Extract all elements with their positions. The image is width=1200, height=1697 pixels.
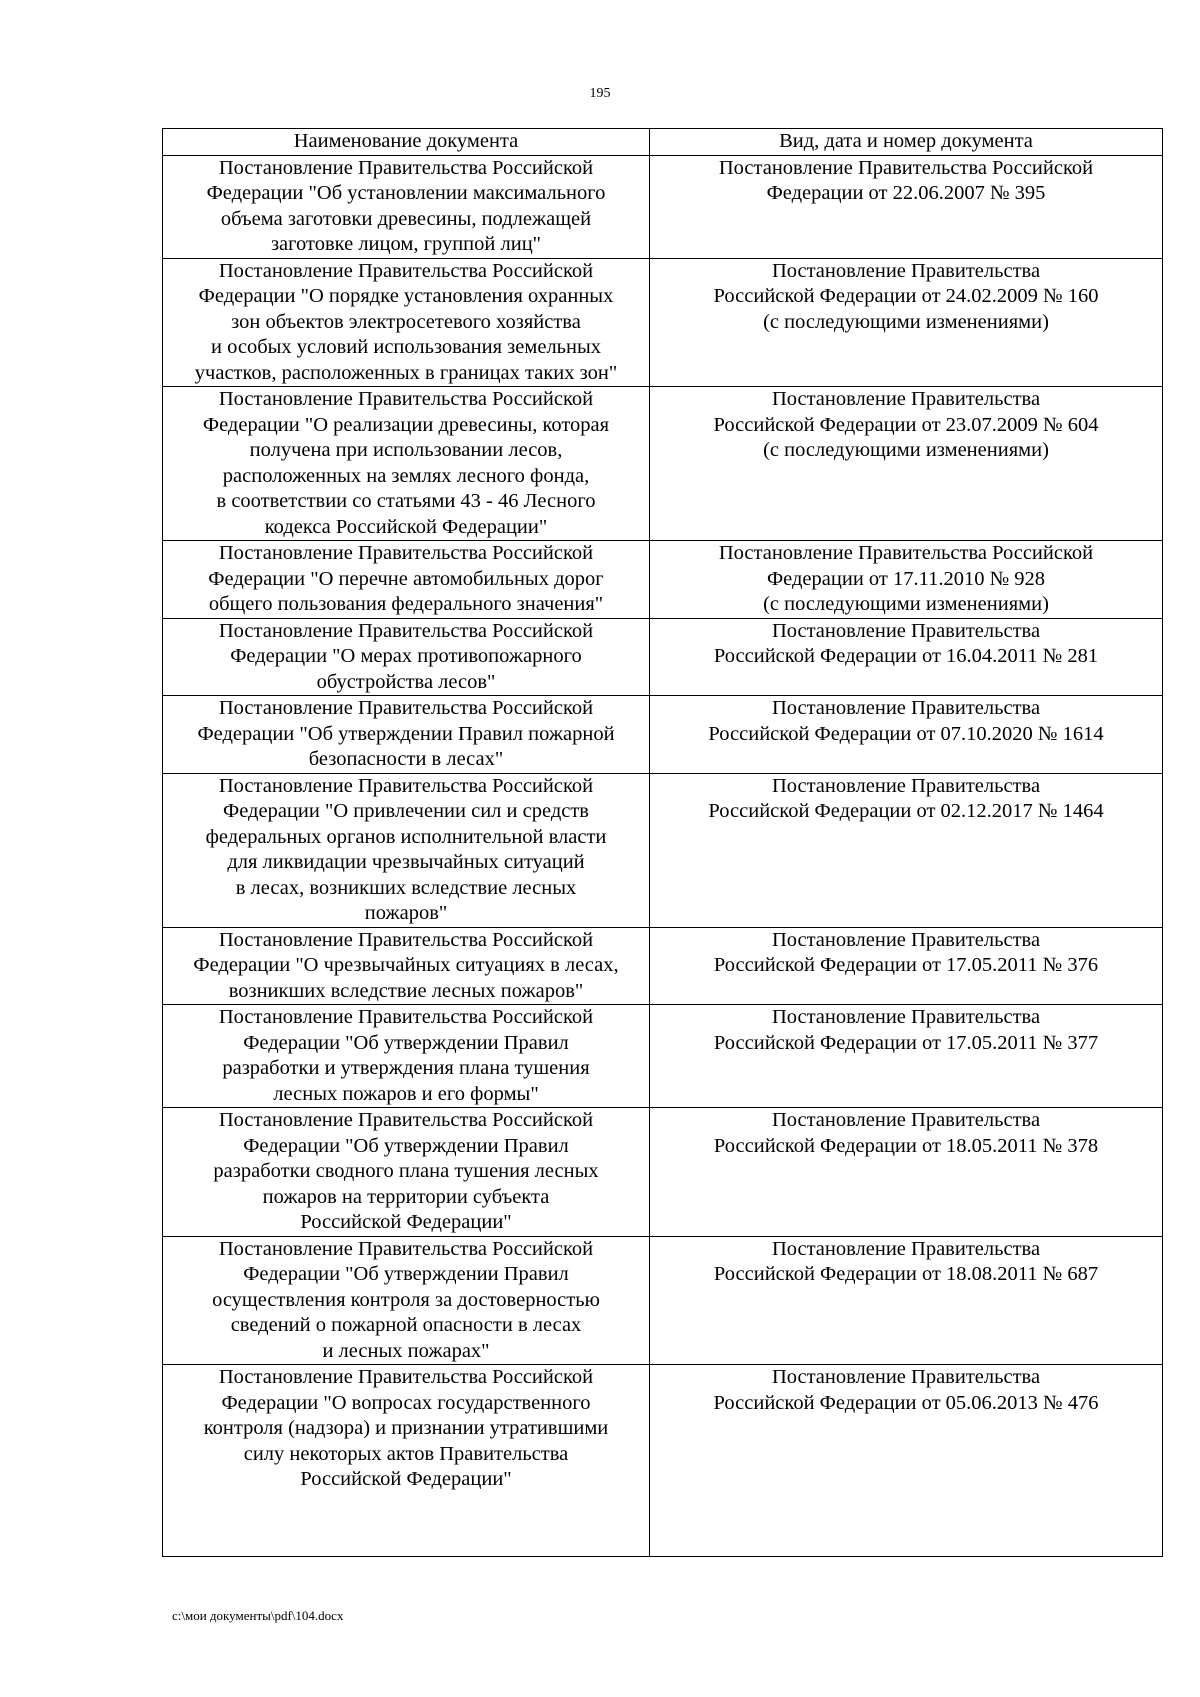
table-row <box>163 1365 1163 1557</box>
document-details-cell: Постановление Правительства Российской Федерации от 22.06.2007 № 395 <box>650 155 1163 258</box>
table-row <box>163 1005 1163 1108</box>
page-number: 195 <box>589 86 611 101</box>
table-row <box>163 618 1163 696</box>
header-document-name: Наименование документа <box>163 129 650 156</box>
document-details-cell: Постановление Правительства Российской Федерации от 02.12.2017 № 1464 <box>650 773 1163 927</box>
document-details-cell: Постановление Правительства Российской Федерации от 16.04.2011 № 281 <box>650 618 1163 696</box>
table-row <box>163 927 1163 1005</box>
documents-table <box>162 128 1163 1557</box>
table-row <box>163 387 1163 541</box>
document-name-cell: Постановление Правительства Российской Федерации "Об установлении максимального объема заготовки древесины, подлежащей заготовке лицом, группой лиц" <box>163 155 650 258</box>
table-row <box>163 696 1163 774</box>
document-name-cell: Постановление Правительства Российской Федерации "О порядке установления охранных зон объектов электросетевого хозяйства и особых условий использования земельных участков, расположенных в границах таких зон" <box>163 258 650 387</box>
document-name-cell: Постановление Правительства Российской Федерации "Об утверждении Правил разработки сводного плана тушения лесных пожаров на территории субъекта Российской Федерации" <box>163 1108 650 1237</box>
table-row <box>163 541 1163 619</box>
table-row <box>163 155 1163 258</box>
document-name-cell: Постановление Правительства Российской Федерации "О мерах противопожарного обустройства лесов" <box>163 618 650 696</box>
table-row <box>163 773 1163 927</box>
footer-file-path: c:\мои документы\pdf\104.docx <box>172 1608 344 1623</box>
document-name-cell: Постановление Правительства Российской Федерации "Об утверждении Правил пожарной безопасности в лесах" <box>163 696 650 774</box>
header-document-details: Вид, дата и номер документа <box>650 129 1163 156</box>
document-details-cell: Постановление Правительства Российской Федерации от 23.07.2009 № 604 (с последующими изменениями) <box>650 387 1163 541</box>
document-details-cell: Постановление Правительства Российской Федерации от 17.11.2010 № 928 (с последующими изменениями) <box>650 541 1163 619</box>
document-details-cell: Постановление Правительства Российской Федерации от 18.05.2011 № 378 <box>650 1108 1163 1237</box>
document-name-cell: Постановление Правительства Российской Федерации "О перечне автомобильных дорог общего пользования федерального значения" <box>163 541 650 619</box>
table-row <box>163 1108 1163 1237</box>
document-name-cell: Постановление Правительства Российской Федерации "О реализации древесины, которая получена при использовании лесов, расположенных на землях лесного фонда, в соответствии со статьями 43 - 46 Лесного кодекса Российской Федерации" <box>163 387 650 541</box>
table-body <box>163 155 1163 1557</box>
document-name-cell: Постановление Правительства Российской Федерации "Об утверждении Правил разработки и утверждения плана тушения лесных пожаров и его формы" <box>163 1005 650 1108</box>
document-details-cell: Постановление Правительства Российской Федерации от 17.05.2011 № 376 <box>650 927 1163 1005</box>
document-name-cell: Постановление Правительства Российской Федерации "Об утверждении Правил осуществления контроля за достоверностью сведений о пожарной опасности в лесах и лесных пожарах" <box>163 1236 650 1365</box>
document-name-cell: Постановление Правительства Российской Федерации "О привлечении сил и средств федеральных органов исполнительной власти для ликвидации чрезвычайных ситуаций в лесах, возникших вследствие лесных пожаров" <box>163 773 650 927</box>
document-details-cell: Постановление Правительства Российской Федерации от 07.10.2020 № 1614 <box>650 696 1163 774</box>
document-details-cell: Постановление Правительства Российской Федерации от 17.05.2011 № 377 <box>650 1005 1163 1108</box>
document-name-cell: Постановление Правительства Российской Федерации "О чрезвычайных ситуациях в лесах, возникших вследствие лесных пожаров" <box>163 927 650 1005</box>
document-name-cell: Постановление Правительства Российской Федерации "О вопросах государственного контроля (надзора) и признании утратившими силу некоторых актов Правительства Российской Федерации" <box>163 1365 650 1557</box>
document-details-cell: Постановление Правительства Российской Федерации от 05.06.2013 № 476 <box>650 1365 1163 1557</box>
table-row <box>163 258 1163 387</box>
document-details-cell: Постановление Правительства Российской Федерации от 18.08.2011 № 687 <box>650 1236 1163 1365</box>
table-header-row <box>163 129 1163 156</box>
table-row <box>163 1236 1163 1365</box>
document-details-cell: Постановление Правительства Российской Федерации от 24.02.2009 № 160 (с последующими изменениями) <box>650 258 1163 387</box>
